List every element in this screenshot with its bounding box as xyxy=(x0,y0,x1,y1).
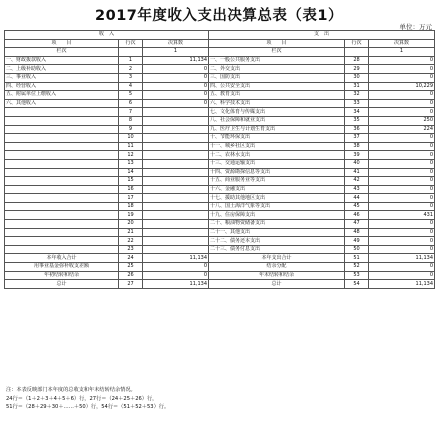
income-amount-cell: 0 xyxy=(143,91,209,100)
income-row-no-cell: 4 xyxy=(119,82,143,91)
income-amount-cell xyxy=(143,194,209,203)
table-row xyxy=(5,125,435,134)
expense-amount-cell: 0 xyxy=(369,91,435,100)
income-row-no-cell: 25 xyxy=(119,263,143,272)
footnotes xyxy=(6,386,434,412)
expense-amount-header: 决算数 xyxy=(369,39,435,48)
expense-item-cell: 十三、交通运输支出 xyxy=(209,159,345,168)
table-row xyxy=(5,185,435,194)
income-item-cell xyxy=(5,134,119,143)
income-item-cell: 用事业基金弥补收支差额 xyxy=(5,263,119,272)
income-row-no-cell: 9 xyxy=(119,125,143,134)
income-item-cell xyxy=(5,185,119,194)
income-row-no-cell: 8 xyxy=(119,116,143,125)
income-amount-cell xyxy=(143,116,209,125)
income-row-no-cell: 6 xyxy=(119,99,143,108)
income-item-cell: 四、经营收入 xyxy=(5,82,119,91)
income-row-no-cell: 17 xyxy=(119,194,143,203)
column-header-row xyxy=(5,39,435,48)
income-item-cell xyxy=(5,108,119,117)
expense-amount-cell: 0 xyxy=(369,202,435,211)
income-item-cell xyxy=(5,116,119,125)
expense-amount-cell: 0 xyxy=(369,142,435,151)
income-item-cell: 二、上级补助收入 xyxy=(5,65,119,74)
income-amount-cell xyxy=(143,125,209,134)
income-amount-cell xyxy=(143,211,209,220)
expense-amount-cell: 11,134 xyxy=(369,254,435,263)
expense-amount-cell: 0 xyxy=(369,228,435,237)
expense-amount-cell: 0 xyxy=(369,99,435,108)
income-item-cell: 年初结转和结余 xyxy=(5,271,119,280)
income-item-cell xyxy=(5,228,119,237)
income-item-cell xyxy=(5,168,119,177)
income-amount-cell xyxy=(143,159,209,168)
expense-item-cell: 五、教育支出 xyxy=(209,91,345,100)
expense-amount-cell: 10,229 xyxy=(369,82,435,91)
expense-row-no-cell: 47 xyxy=(345,220,369,229)
expense-item-cell: 十八、国土海洋气象等支出 xyxy=(209,202,345,211)
expense-amount-cell: 0 xyxy=(369,220,435,229)
expense-row-no-cell: 35 xyxy=(345,116,369,125)
income-item-cell xyxy=(5,220,119,229)
table-row xyxy=(5,73,435,82)
expense-item-cell: 总计 xyxy=(209,280,345,289)
expense-row-no-cell: 39 xyxy=(345,151,369,160)
expense-amount-cell: 0 xyxy=(369,177,435,186)
expense-item-cell: 二十三、债务付息支出 xyxy=(209,245,345,254)
table-row xyxy=(5,211,435,220)
expense-amount-cell: 0 xyxy=(369,56,435,65)
income-amount-cell xyxy=(143,177,209,186)
table-row xyxy=(5,108,435,117)
expense-amount-cell: 0 xyxy=(369,65,435,74)
expense-row-no-cell: 32 xyxy=(345,91,369,100)
income-row-no-cell: 14 xyxy=(119,168,143,177)
expense-row-no-cell: 44 xyxy=(345,194,369,203)
income-amount-cell xyxy=(143,108,209,117)
footnote-line: 51行＝（28＋29＋30＋……＋50）行，54行＝（51＋52＋53）行。 xyxy=(6,404,170,410)
expense-row-no-cell: 46 xyxy=(345,211,369,220)
expense-item-cell: 八、社会保障和就业支出 xyxy=(209,116,345,125)
column-index-row xyxy=(5,48,435,57)
table-row xyxy=(5,194,435,203)
income-item-cell xyxy=(5,125,119,134)
income-item-cell xyxy=(5,159,119,168)
expense-item-cell: 六、科学技术支出 xyxy=(209,99,345,108)
income-item-cell xyxy=(5,237,119,246)
report-title: 2017年度收入支出决算总表（表1） xyxy=(95,8,343,24)
income-amount-cell xyxy=(143,228,209,237)
income-amount-cell: 0 xyxy=(143,271,209,280)
income-row-no-cell: 26 xyxy=(119,271,143,280)
income-row-no-cell: 3 xyxy=(119,73,143,82)
expense-row-no-cell: 36 xyxy=(345,125,369,134)
expense-row-no-cell: 34 xyxy=(345,108,369,117)
income-row-no-cell: 2 xyxy=(119,65,143,74)
expense-amount-cell: 431 xyxy=(369,211,435,220)
income-item-cell: 五、附属单位上缴收入 xyxy=(5,91,119,100)
income-item-cell: 六、其他收入 xyxy=(5,99,119,108)
table-row xyxy=(5,177,435,186)
income-row-no-cell: 10 xyxy=(119,134,143,143)
expense-row-no-cell: 49 xyxy=(345,237,369,246)
footnote-line: 注：本表反映部门本年度的总收支和年末结转结余情况。 xyxy=(6,387,136,393)
table-row xyxy=(5,220,435,229)
table-row xyxy=(5,142,435,151)
income-item-cell: 总计 xyxy=(5,280,119,289)
income-col-label: 栏次 xyxy=(5,48,119,57)
income-amount-cell: 0 xyxy=(143,73,209,82)
expense-row-no-cell: 37 xyxy=(345,134,369,143)
expense-item-cell: 四、公共安全支出 xyxy=(209,82,345,91)
income-amount-cell xyxy=(143,185,209,194)
expense-amount-cell: 0 xyxy=(369,245,435,254)
income-amount-cell xyxy=(143,168,209,177)
expense-item-cell: 一、一般公共服务支出 xyxy=(209,56,345,65)
expense-item-cell: 二十一、其他支出 xyxy=(209,228,345,237)
income-item-cell: 本年收入合计 xyxy=(5,254,119,263)
income-amount-cell xyxy=(143,142,209,151)
expense-row-no-cell: 28 xyxy=(345,56,369,65)
income-item-cell: 一、财政拨款收入 xyxy=(5,56,119,65)
expense-item-cell: 十九、住房保障支出 xyxy=(209,211,345,220)
income-item-cell xyxy=(5,245,119,254)
expense-amount-cell: 224 xyxy=(369,125,435,134)
expense-amount-cell: 0 xyxy=(369,108,435,117)
income-amount-cell xyxy=(143,220,209,229)
income-amount-cell: 0 xyxy=(143,82,209,91)
income-item-cell xyxy=(5,211,119,220)
expense-row-no-cell: 30 xyxy=(345,73,369,82)
table-row xyxy=(5,134,435,143)
expense-item-cell: 七、文化体育与传媒支出 xyxy=(209,108,345,117)
expense-item-cell: 九、医疗卫生与计划生育支出 xyxy=(209,125,345,134)
table-row xyxy=(5,254,435,263)
expense-item-cell: 十五、商业服务业等支出 xyxy=(209,177,345,186)
expense-row-no-cell: 43 xyxy=(345,185,369,194)
expense-row-no-cell: 52 xyxy=(345,263,369,272)
expense-row-no-cell: 51 xyxy=(345,254,369,263)
expense-amount-cell: 0 xyxy=(369,134,435,143)
expense-section-header: 支 出 xyxy=(209,31,435,40)
expense-row-no-cell: 40 xyxy=(345,159,369,168)
expense-row-no-cell: 41 xyxy=(345,168,369,177)
income-row-no-header: 行次 xyxy=(119,39,143,48)
expense-item-cell: 十六、金融支出 xyxy=(209,185,345,194)
table-row xyxy=(5,159,435,168)
expense-row-no-cell: 31 xyxy=(345,82,369,91)
income-row-no-cell: 5 xyxy=(119,91,143,100)
table-row xyxy=(5,271,435,280)
income-amount-cell: 11,134 xyxy=(143,280,209,289)
expense-item-cell: 结余分配 xyxy=(209,263,345,272)
table-row xyxy=(5,99,435,108)
income-row-no-cell: 19 xyxy=(119,211,143,220)
income-amount-cell: 11,134 xyxy=(143,56,209,65)
table-row xyxy=(5,116,435,125)
income-row-no-cell: 20 xyxy=(119,220,143,229)
footnote-line: 24行＝（1＋2＋3＋4＋5＋6）行，27行＝（24＋25＋26）行， xyxy=(6,395,158,402)
expense-col-index: 1 xyxy=(369,48,435,57)
income-row-no-cell: 13 xyxy=(119,159,143,168)
expense-amount-cell: 250 xyxy=(369,116,435,125)
expense-amount-cell: 0 xyxy=(369,237,435,246)
summary-table xyxy=(4,30,435,289)
income-row-no-cell: 11 xyxy=(119,142,143,151)
section-header-row xyxy=(5,31,435,40)
income-row-no-cell: 16 xyxy=(119,185,143,194)
income-amount-cell xyxy=(143,245,209,254)
expense-row-no-cell: 42 xyxy=(345,177,369,186)
income-row-no-cell: 21 xyxy=(119,228,143,237)
expense-item-cell: 十一、城乡社区支出 xyxy=(209,142,345,151)
table-row xyxy=(5,237,435,246)
expense-row-no-header: 行次 xyxy=(345,39,369,48)
income-amount-header: 决算数 xyxy=(143,39,209,48)
income-item-cell xyxy=(5,151,119,160)
expense-row-no-cell: 54 xyxy=(345,280,369,289)
expense-amount-cell: 0 xyxy=(369,263,435,272)
table-row xyxy=(5,65,435,74)
table-row xyxy=(5,280,435,289)
expense-amount-cell: 0 xyxy=(369,271,435,280)
income-amount-cell: 0 xyxy=(143,263,209,272)
income-amount-cell xyxy=(143,151,209,160)
income-row-no-cell: 27 xyxy=(119,280,143,289)
table-row xyxy=(5,228,435,237)
expense-row-no-cell: 45 xyxy=(345,202,369,211)
expense-item-cell: 二十、粮油物资储备支出 xyxy=(209,220,345,229)
expense-item-header: 项 目 xyxy=(209,39,345,48)
income-row-no-cell: 1 xyxy=(119,56,143,65)
expense-amount-cell: 0 xyxy=(369,168,435,177)
expense-row-no-cell: 38 xyxy=(345,142,369,151)
income-row-no-cell: 24 xyxy=(119,254,143,263)
income-item-cell xyxy=(5,202,119,211)
income-row-no-cell: 15 xyxy=(119,177,143,186)
income-item-cell xyxy=(5,194,119,203)
income-row-no-cell: 12 xyxy=(119,151,143,160)
table-row xyxy=(5,91,435,100)
expense-item-cell: 二、外交支出 xyxy=(209,65,345,74)
expense-item-cell: 年末结转和结余 xyxy=(209,271,345,280)
income-row-no-cell: 18 xyxy=(119,202,143,211)
table-row xyxy=(5,245,435,254)
income-item-cell xyxy=(5,177,119,186)
table-row xyxy=(5,151,435,160)
expense-amount-cell: 0 xyxy=(369,159,435,168)
expense-amount-cell: 0 xyxy=(369,185,435,194)
income-amount-cell: 0 xyxy=(143,99,209,108)
income-amount-cell xyxy=(143,202,209,211)
income-amount-cell xyxy=(143,134,209,143)
expense-item-cell: 十、节能环保支出 xyxy=(209,134,345,143)
table-row xyxy=(5,56,435,65)
income-col-index: 1 xyxy=(143,48,209,57)
expense-item-cell: 十二、农林水支出 xyxy=(209,151,345,160)
income-item-header: 项 目 xyxy=(5,39,119,48)
expense-item-cell: 十七、援助其他地区支出 xyxy=(209,194,345,203)
income-section-header: 收 入 xyxy=(5,31,209,40)
income-item-cell xyxy=(5,142,119,151)
expense-item-cell: 三、国防支出 xyxy=(209,73,345,82)
income-amount-cell: 11,134 xyxy=(143,254,209,263)
expense-amount-cell: 11,134 xyxy=(369,280,435,289)
income-amount-cell: 0 xyxy=(143,65,209,74)
expense-amount-cell: 0 xyxy=(369,194,435,203)
table-row xyxy=(5,263,435,272)
expense-amount-cell: 0 xyxy=(369,151,435,160)
income-amount-cell xyxy=(143,237,209,246)
income-row-no-cell: 7 xyxy=(119,108,143,117)
unit-label: 单位：万元 xyxy=(399,23,432,31)
expense-col-label: 栏次 xyxy=(209,48,345,57)
table-row xyxy=(5,82,435,91)
table-row xyxy=(5,202,435,211)
expense-row-no-cell: 33 xyxy=(345,99,369,108)
expense-item-cell: 十四、资源勘探信息等支出 xyxy=(209,168,345,177)
expense-item-cell: 本年支出合计 xyxy=(209,254,345,263)
income-row-no-cell: 22 xyxy=(119,237,143,246)
expense-amount-cell: 0 xyxy=(369,73,435,82)
income-row-no-cell: 23 xyxy=(119,245,143,254)
expense-row-no-cell: 48 xyxy=(345,228,369,237)
income-item-cell: 三、事业收入 xyxy=(5,73,119,82)
expense-row-no-cell: 50 xyxy=(345,245,369,254)
expense-row-no-cell: 53 xyxy=(345,271,369,280)
expense-row-no-cell: 29 xyxy=(345,65,369,74)
expense-item-cell: 二十二、债务还本支出 xyxy=(209,237,345,246)
table-row xyxy=(5,168,435,177)
